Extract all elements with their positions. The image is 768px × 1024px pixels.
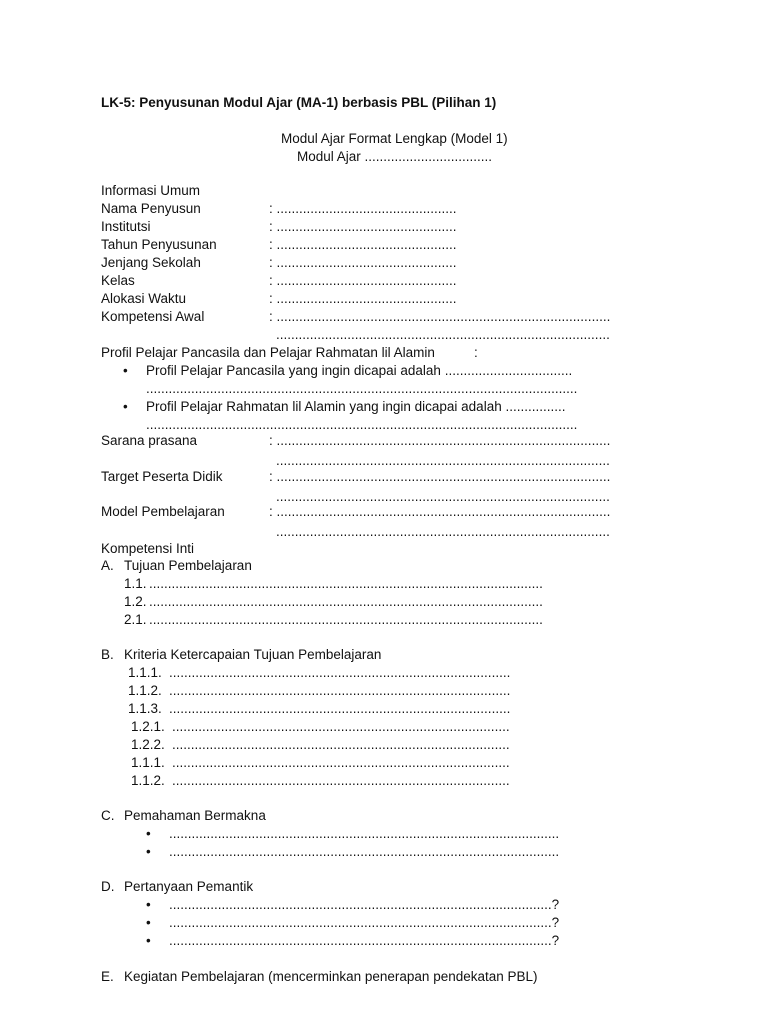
list-item-number: 1.1.2. (131, 773, 165, 788)
field-value: : ......................................................................................... (269, 504, 611, 519)
section-c-title: Pemahaman Bermakna (124, 808, 266, 823)
field-label: Kelas (101, 273, 135, 288)
field-label: Target Peserta Didik (101, 469, 223, 484)
bullet-icon: • (146, 915, 151, 930)
profil-item-continuation: ................................................................................................................... (146, 417, 578, 432)
profil-colon: : (474, 345, 478, 360)
field-value-continuation: ......................................................................................... (276, 489, 610, 504)
field-value: : ................................................ (269, 291, 457, 306)
bullet-icon: • (146, 844, 151, 859)
field-label: Tahun Penyusunan (101, 237, 217, 252)
list-item-dots: .......................................................................................... (172, 737, 510, 752)
module-format-title: Modul Ajar Format Lengkap (Model 1) (281, 131, 508, 146)
section-d-title: Pertanyaan Pemantik (124, 879, 254, 894)
list-item-dots: ......................................................................................................... (149, 612, 543, 627)
list-item-dots: ......................................................................................................... (149, 594, 543, 609)
field-label: Model Pembelajaran (101, 504, 225, 519)
profil-title: Profil Pelajar Pancasila dan Pelajar Rahmatan lil Alamin (101, 345, 435, 360)
list-item-number: 1.1.3. (128, 701, 162, 716)
list-item-dots: ........................................................................................... (169, 683, 511, 698)
info-title: Informasi Umum (101, 183, 201, 198)
list-item-number: 2.1. (124, 612, 147, 627)
field-label: Kompetensi Awal (101, 309, 205, 324)
list-item-number: 1.1.1. (128, 665, 162, 680)
field-label: Nama Penyusun (101, 201, 201, 216)
section-a-title: Tujuan Pembelajaran (124, 558, 252, 573)
bullet-icon: • (146, 933, 151, 948)
bullet-icon: • (123, 399, 128, 414)
kompetensi-inti-title: Kompetensi Inti (101, 541, 195, 556)
field-value: : ................................................ (269, 255, 457, 270)
list-item-dots: ......................................................................................................? (169, 915, 560, 930)
list-item-dots: .......................................................................................... (172, 719, 510, 734)
field-value: : ................................................ (269, 219, 457, 234)
field-label: Sarana prasana (101, 433, 198, 448)
profil-item-continuation: ................................................................................................................... (146, 381, 578, 396)
profil-item: Profil Pelajar Rahmatan lil Alamin yang ingin dicapai adalah ................ (146, 399, 566, 414)
field-value: : ................................................ (269, 273, 457, 288)
field-label: Institutsi (101, 219, 151, 234)
section-b-letter: B. (101, 647, 114, 662)
field-value: : ......................................................................................... (269, 433, 611, 448)
section-d-letter: D. (101, 879, 115, 894)
list-item-dots: ......................................................................................................? (169, 933, 560, 948)
section-a-letter: A. (101, 558, 114, 573)
list-item-number: 1.2.2. (131, 737, 165, 752)
list-item-number: 1.1.1. (131, 755, 165, 770)
bullet-icon: • (123, 363, 128, 378)
field-value: : ................................................ (269, 201, 457, 216)
field-value-continuation: ......................................................................................... (276, 524, 610, 539)
document-heading: LK-5: Penyusunan Modul Ajar (MA-1) berbasis PBL (Pilihan 1) (101, 95, 497, 110)
list-item-number: 1.1.2. (128, 683, 162, 698)
bullet-icon: • (146, 826, 151, 841)
field-label: Jenjang Sekolah (101, 255, 201, 270)
field-value: : ................................................ (269, 237, 457, 252)
list-item-number: 1.2. (124, 594, 147, 609)
field-value: : ......................................................................................... (269, 309, 611, 324)
list-item-number: 1.1. (124, 576, 147, 591)
field-label: Alokasi Waktu (101, 291, 187, 306)
profil-item: Profil Pelajar Pancasila yang ingin dicapai adalah .................................. (146, 363, 573, 378)
list-item-dots: ........................................................................................................ (169, 826, 560, 841)
list-item-dots: .......................................................................................... (172, 773, 510, 788)
field-value: : ......................................................................................... (269, 469, 611, 484)
list-item-dots: .......................................................................................... (172, 755, 510, 770)
section-e-letter: E. (101, 969, 114, 984)
bullet-icon: • (146, 897, 151, 912)
list-item-dots: ........................................................................................... (169, 665, 511, 680)
list-item-number: 1.2.1. (131, 719, 165, 734)
section-c-letter: C. (101, 808, 115, 823)
list-item-dots: ........................................................................................... (169, 701, 511, 716)
module-name-line: Modul Ajar .................................. (297, 149, 493, 164)
list-item-dots: ........................................................................................................ (169, 844, 560, 859)
section-b-title: Kriteria Ketercapaian Tujuan Pembelajaran (124, 647, 382, 662)
section-e-title: Kegiatan Pembelajaran (mencerminkan penerapan pendekatan PBL) (124, 969, 538, 984)
field-value-continuation: ......................................................................................... (276, 327, 610, 342)
list-item-dots: ......................................................................................................? (169, 897, 560, 912)
field-value-continuation: ......................................................................................... (276, 453, 610, 468)
list-item-dots: ......................................................................................................... (149, 576, 543, 591)
